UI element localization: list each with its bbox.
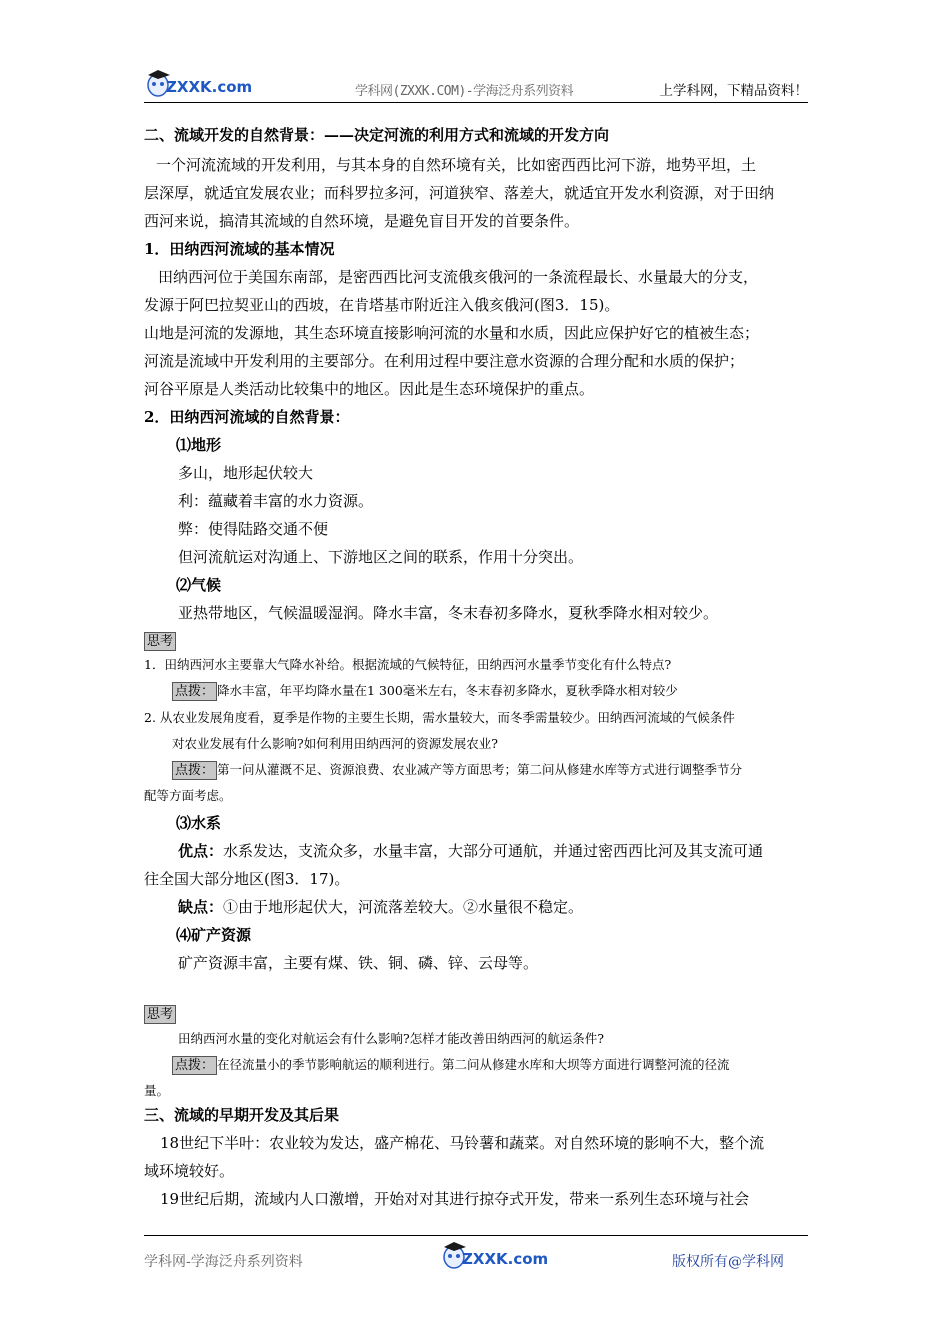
paragraph: 亚热带地区，气候温暖湿润。降水丰富，冬末春初多降水，夏秋季降水相对较少。 bbox=[178, 604, 719, 622]
paragraph: 缺点：①由于地形起伏大，河流落差较大。②水量很不稳定。 bbox=[178, 898, 584, 916]
topic-rivers-heading: ⑶水系 bbox=[176, 814, 222, 832]
paragraph: 19世纪后期，流域内人口激增，开始对对其进行掠夺式开发，带来一系列生态环境与社会 bbox=[160, 1190, 750, 1208]
answer-2-cont: 配等方面考虑。 bbox=[144, 788, 232, 803]
paragraph: 优点：水系发达，支流众多，水量丰富，大部分可通航，并通过密西西比河及其支流可通 bbox=[178, 842, 764, 860]
paragraph: 西河来说，搞清其流域的自然环境，是避免盲目开发的首要条件。 bbox=[144, 212, 580, 230]
question-2-cont: 对农业发展有什么影响?如何利用田纳西河的资源发展农业? bbox=[172, 736, 498, 751]
section-heading-3: 三、流域的早期开发及其后果 bbox=[144, 1106, 340, 1124]
zxxk-logo-icon bbox=[144, 68, 254, 100]
paragraph: 一个河流流域的开发利用，与其本身的自然环境有关，比如密西西比河下游，地势平坦，土 bbox=[156, 156, 757, 174]
paragraph: 河谷平原是人类活动比较集中的地区。因此是生态环境保护的重点。 bbox=[144, 380, 595, 398]
page-header bbox=[144, 62, 808, 103]
paragraph: 但河流航运对沟通上、下游地区之间的联系，作用十分突出。 bbox=[178, 548, 584, 566]
paragraph: 弊：使得陆路交通不便 bbox=[178, 520, 329, 538]
paragraph: 多山，地形起伏较大 bbox=[178, 464, 314, 482]
paragraph: 层深厚，就适宜发展农业；而科罗拉多河，河道狭窄、落差大，就适宜开发水利资源，对于田纳 bbox=[144, 184, 775, 202]
answer-3: 点拨： 在径流量小的季节影响航运的顺利进行。第二问从修建水库和大坝等方面进行调整河流的径流 bbox=[172, 1054, 730, 1076]
footer-copyright: 版权所有@学科网 bbox=[672, 1254, 784, 1270]
answer-2: 点拨： 第一问从灌溉不足、资源浪费、农业减产等方面思考；第二问从修建水库等方式进行调整季节分 bbox=[172, 759, 742, 781]
header-slogan: 上学科网，下精品资料！ bbox=[659, 83, 808, 99]
think-tag: 思考 bbox=[144, 629, 176, 651]
topic-minerals-heading: ⑷矿产资源 bbox=[176, 926, 252, 944]
paragraph: 18世纪下半叶：农业较为发达，盛产棉花、马铃薯和蔬菜。对自然环境的影响不大，整个流 bbox=[160, 1134, 765, 1152]
question-3: 田纳西河水量的变化对航运会有什么影响?怎样才能改善田纳西河的航运条件? bbox=[178, 1031, 604, 1046]
footer-site-name: 学科网-学海泛舟系列资料 bbox=[144, 1254, 303, 1270]
paragraph: 矿产资源丰富，主要有煤、铁、铜、磷、锌、云母等。 bbox=[178, 954, 539, 972]
subsection-heading-2: 2．田纳西河流域的自然背景： bbox=[144, 408, 350, 426]
paragraph: 田纳西河位于美国东南部，是密西西比河支流俄亥俄河的一条流程最长、水量最大的分支， bbox=[158, 268, 759, 286]
svg-text:ZXXK.com: ZXXK.com bbox=[166, 78, 253, 96]
answer-3-cont: 量。 bbox=[144, 1083, 170, 1098]
zxxk-logo-icon bbox=[440, 1240, 550, 1272]
answer-1: 点拨： 降水丰富，年平均降水量在1 300毫米左右，冬末春初多降水，夏秋季降水相对较少 bbox=[172, 680, 678, 702]
svg-text:ZXXK.com: ZXXK.com bbox=[462, 1250, 549, 1268]
topic-terrain-heading: ⑴地形 bbox=[176, 436, 222, 454]
subsection-heading-1: 1．田纳西河流域的基本情况 bbox=[144, 240, 335, 258]
paragraph: 发源于阿巴拉契亚山的西坡，在肯塔基市附近注入俄亥俄河(图3．15)。 bbox=[144, 296, 620, 314]
section-heading-2: 二、流域开发的自然背景：——决定河流的利用方式和流域的开发方向 bbox=[144, 126, 610, 144]
paragraph: 域环境较好。 bbox=[144, 1162, 235, 1180]
footer-rule bbox=[144, 1235, 808, 1236]
paragraph: 山地是河流的发源地，其生态环境直接影响河流的水量和水质，因此应保护好它的植被生态； bbox=[144, 324, 760, 342]
paragraph: 河流是流域中开发利用的主要部分。在利用过程中要注意水资源的合理分配和水质的保护； bbox=[144, 352, 745, 370]
header-site-title: 学科网(ZXXK.COM)-学海泛舟系列资料 bbox=[355, 84, 574, 99]
paragraph: 往全国大部分地区(图3．17)。 bbox=[144, 870, 350, 888]
topic-climate-heading: ⑵气候 bbox=[176, 576, 222, 594]
paragraph: 利：蕴藏着丰富的水力资源。 bbox=[178, 492, 374, 510]
question-1: 1．田纳西河水主要靠大气降水补给。根据流域的气候特征，田纳西河水量季节变化有什么特点? bbox=[144, 657, 672, 672]
think-tag: 思考 bbox=[144, 1002, 176, 1024]
question-2: 2. 从农业发展角度看，夏季是作物的主要生长期，需水量较大，而冬季需量较少。田纳西河流域的气候条件 bbox=[144, 710, 735, 725]
